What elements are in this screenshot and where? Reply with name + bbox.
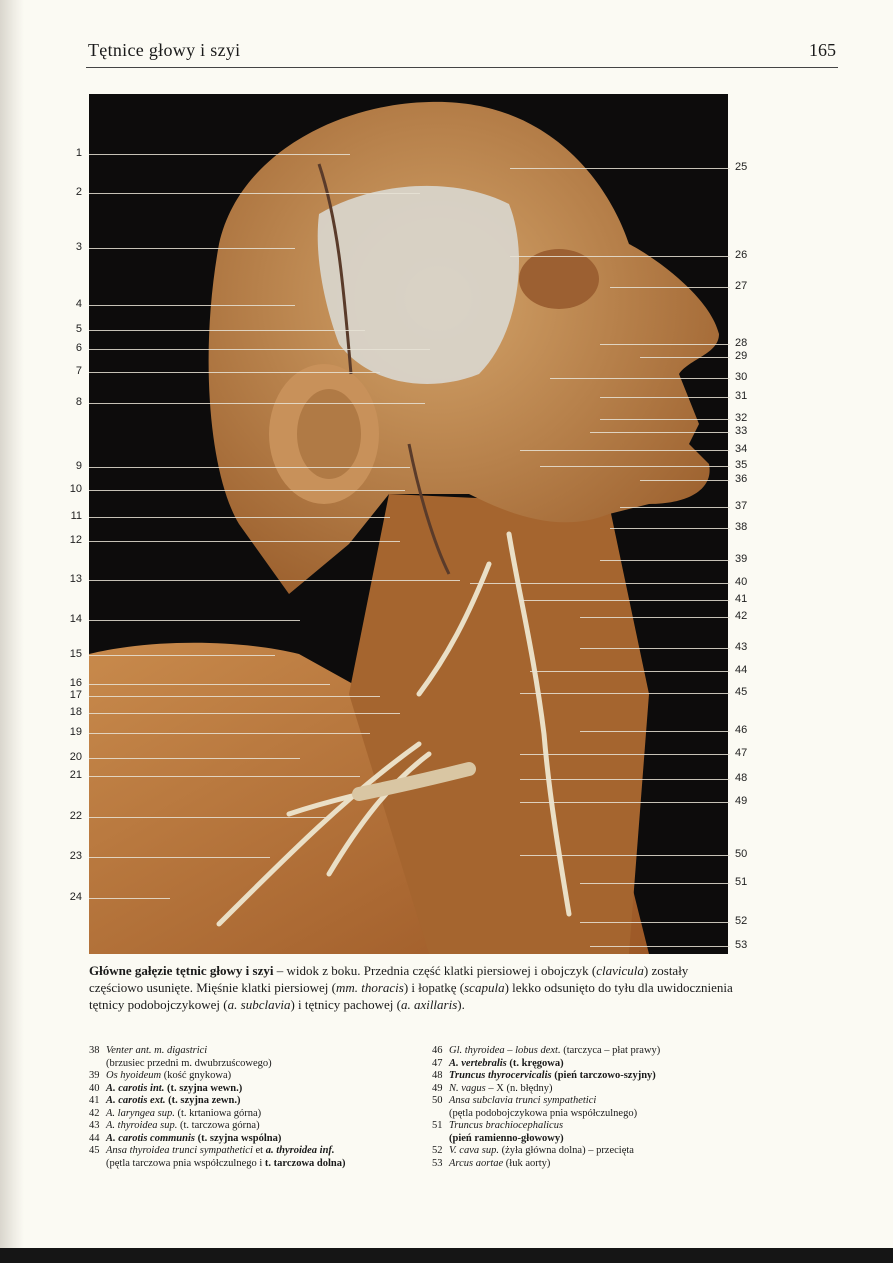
legend-number: 46: [432, 1045, 443, 1056]
figure-label-31: 31: [735, 390, 748, 402]
legend-entry-50: [432, 1095, 732, 1108]
leader-line-5: [89, 330, 365, 331]
legend-latin-name: Os hyoideum: [106, 1070, 162, 1081]
legend-polish-name: (t. tarczowa górna): [177, 1120, 260, 1131]
legend-entry-42: [89, 1108, 419, 1121]
caption-text: ) i tętnicy pachowej (: [290, 997, 401, 1012]
caption-text: – widok z boku. Przednia część klatki piersiowej i obojczyk (: [273, 963, 597, 978]
figure-label-49: 49: [735, 795, 748, 807]
leader-line-50: [520, 855, 730, 856]
legend-entry-38: [89, 1045, 419, 1058]
legend-number: 48: [432, 1070, 443, 1081]
legend-entry-50-continued: (pętla podobojczykowa pnia współczulnego): [449, 1107, 638, 1119]
leader-line-7: [89, 372, 380, 373]
leader-line-31: [600, 397, 730, 398]
legend-polish-name: (kość gnykowa): [161, 1070, 232, 1081]
figure-label-18: 18: [69, 706, 82, 718]
figure-label-23: 23: [69, 850, 82, 862]
figure-label-27: 27: [735, 280, 748, 292]
legend-latin-name: A. thyroidea sup.: [106, 1120, 178, 1131]
leader-line-25: [510, 168, 730, 169]
leader-line-11: [89, 517, 390, 518]
figure-label-2: 2: [75, 186, 82, 198]
leader-line-40: [470, 583, 730, 584]
legend-polish-name: (żyła główna dolna) – przecięta: [498, 1145, 634, 1156]
figure-label-16: 16: [69, 677, 82, 689]
leader-line-41: [520, 600, 730, 601]
leader-line-30: [550, 378, 730, 379]
page-number: 165: [809, 40, 836, 60]
caption-text: ) zostały częściowo usunięte. Mięśnie klatki piersiowej (: [89, 963, 689, 995]
figure-label-35: 35: [735, 459, 748, 471]
figure-label-51: 51: [735, 876, 748, 888]
legend-column-left: [89, 1045, 419, 1170]
leader-line-32: [600, 419, 730, 420]
leader-line-47: [520, 754, 730, 755]
legend-entry-52: [432, 1145, 732, 1158]
legend-number: 51: [432, 1120, 443, 1131]
leader-line-4: [89, 305, 295, 306]
figure-label-1: 1: [75, 147, 82, 159]
figure-label-10: 10: [69, 483, 82, 495]
figure-label-32: 32: [735, 412, 748, 424]
caption-term: mm. thoracis: [335, 980, 404, 995]
figure-label-33: 33: [735, 425, 748, 437]
legend-latin-name: Arcus aortae: [449, 1157, 504, 1169]
leader-line-37: [620, 507, 730, 508]
caption-text: ) i łopatkę (: [403, 980, 465, 995]
figure-label-17: 17: [69, 689, 82, 701]
figure-label-9: 9: [75, 460, 82, 472]
figure-label-50: 50: [735, 848, 748, 860]
legend-polish-name: (t. kręgowa): [506, 1057, 564, 1069]
figure-label-19: 19: [69, 726, 82, 738]
legend-number: 38: [89, 1045, 100, 1056]
leader-line-19: [89, 733, 370, 734]
legend-number: 44: [89, 1132, 100, 1144]
leader-line-53: [590, 946, 730, 947]
figure-label-48: 48: [735, 772, 748, 784]
caption-term: a. subclavia: [227, 997, 291, 1012]
leader-line-15: [89, 655, 275, 656]
figure-label-13: 13: [69, 573, 82, 585]
anatomy-photograph: [89, 94, 728, 954]
figure-caption: [89, 962, 734, 1013]
legend-entry-46: [432, 1045, 732, 1058]
figure-label-8: 8: [75, 396, 82, 408]
figure-label-26: 26: [735, 249, 748, 261]
page-header-title: Tętnice głowy i szyi: [88, 40, 241, 60]
legend-latin-name: A. carotis int.: [106, 1082, 165, 1094]
figure-label-25: 25: [735, 161, 748, 173]
leader-line-49: [520, 802, 730, 803]
legend-entry-39: [89, 1070, 419, 1083]
figure-label-34: 34: [735, 443, 748, 455]
legend-polish-name: (tarczyca – płat prawy): [560, 1045, 661, 1056]
leader-line-43: [580, 648, 730, 649]
legend-column-right: [432, 1045, 732, 1170]
legend-entry-38-continued: (brzusiec przedni m. dwubrzuścowego): [106, 1057, 272, 1069]
legend-number: 52: [432, 1145, 443, 1156]
figure-label-47: 47: [735, 747, 748, 759]
figure-label-37: 37: [735, 500, 748, 512]
figure-label-44: 44: [735, 664, 748, 676]
figure-label-42: 42: [735, 610, 748, 622]
figure-label-5: 5: [75, 323, 82, 335]
scan-bottom-edge: [0, 1248, 893, 1263]
legend-latin-name: Ansa thyroidea trunci sympathetici: [106, 1145, 253, 1156]
leader-line-3: [89, 248, 295, 249]
figure-label-20: 20: [69, 751, 82, 763]
figure-label-41: 41: [735, 593, 748, 605]
leader-line-14: [89, 620, 300, 621]
legend-polish-name: (pień tarczowo-szyjny): [551, 1070, 656, 1081]
leader-line-42: [580, 617, 730, 618]
figure-label-36: 36: [735, 473, 748, 485]
leader-line-6: [89, 349, 430, 350]
legend-latin-name: N. vagus: [449, 1082, 486, 1094]
leader-line-35: [540, 466, 730, 467]
leader-line-18: [89, 713, 400, 714]
leader-line-12: [89, 541, 400, 542]
leader-line-46: [580, 731, 730, 732]
legend-polish-name: et: [252, 1145, 266, 1156]
figure-label-14: 14: [69, 613, 82, 625]
figure-label-11: 11: [70, 510, 82, 522]
leader-line-44: [530, 671, 730, 672]
leader-line-10: [89, 490, 405, 491]
figure-label-43: 43: [735, 641, 748, 653]
figure-label-29: 29: [735, 350, 748, 362]
leader-line-38: [610, 528, 730, 529]
figure-label-46: 46: [735, 724, 748, 736]
figure-label-4: 4: [75, 298, 82, 310]
legend-number: 41: [89, 1095, 100, 1106]
legend-number: 39: [89, 1070, 100, 1081]
figure-label-21: 21: [69, 769, 82, 781]
legend-number: 53: [432, 1157, 443, 1169]
caption-term: a. axillaris: [400, 997, 458, 1012]
legend-latin-name: Truncus brachiocephalicus: [449, 1120, 564, 1131]
leader-line-20: [89, 758, 300, 759]
legend-entry-43: [89, 1120, 419, 1133]
legend-number: 50: [432, 1095, 443, 1106]
dissection-illustration: [89, 94, 728, 954]
figure-label-22: 22: [69, 810, 82, 822]
leader-line-1: [89, 154, 350, 155]
legend-entry-48: [432, 1070, 732, 1083]
figure-label-24: 24: [69, 891, 82, 903]
figure-label-12: 12: [69, 534, 82, 546]
legend-latin-name: A. carotis ext.: [106, 1095, 166, 1106]
legend-latin-name: Truncus thyrocervicalis: [449, 1070, 552, 1081]
leader-line-29: [640, 357, 730, 358]
leader-line-9: [89, 467, 410, 468]
figure-label-53: 53: [735, 939, 748, 951]
figure-label-39: 39: [735, 553, 748, 565]
legend-entry-49: [432, 1083, 732, 1096]
leader-line-45: [520, 693, 730, 694]
header-rule: [86, 67, 838, 68]
legend-latin-name: V. cava sup.: [449, 1145, 499, 1156]
caption-text: ).: [457, 997, 465, 1012]
legend-latin-name: a. thyroidea inf.: [265, 1145, 335, 1156]
legend-entry-44: [89, 1133, 419, 1146]
legend-number: 49: [432, 1082, 443, 1094]
caption-term: scapula: [464, 980, 505, 995]
figure-label-6: 6: [75, 342, 82, 354]
legend-number: 42: [89, 1107, 100, 1119]
leader-line-23: [89, 857, 270, 858]
leader-line-28: [600, 344, 730, 345]
legend-polish-name: (t. szyjna zewn.): [165, 1095, 241, 1106]
legend-entry-47: [432, 1058, 732, 1071]
legend-entry-40: [89, 1083, 419, 1096]
leader-line-2: [89, 193, 420, 194]
legend-latin-name: A. laryngea sup.: [106, 1107, 175, 1119]
legend-entry-53: [432, 1158, 732, 1171]
legend-polish-name: (t. szyjna wspólna): [194, 1132, 282, 1144]
leader-line-52: [580, 922, 730, 923]
legend-number: 45: [89, 1145, 100, 1156]
figure-label-28: 28: [735, 337, 748, 349]
legend-polish-name: (łuk aorty): [503, 1157, 551, 1169]
leader-line-13: [89, 580, 460, 581]
leader-line-51: [580, 883, 730, 884]
legend-entry-45-continued: (pętla tarczowa pnia współczulnego i t. tarczowa dolna): [106, 1157, 346, 1169]
legend-latin-name: A. carotis communis: [106, 1132, 195, 1144]
figure-label-7: 7: [75, 365, 82, 377]
legend-latin-name: A. vertebralis: [449, 1057, 507, 1069]
legend-latin-name: Ansa subclavia trunci sympathetici: [449, 1095, 597, 1106]
leader-line-24: [89, 898, 170, 899]
figure-label-52: 52: [735, 915, 748, 927]
legend-entry-41: [89, 1095, 419, 1108]
figure-label-45: 45: [735, 686, 748, 698]
leader-line-36: [640, 480, 730, 481]
legend-number: 47: [432, 1057, 443, 1069]
leader-line-34: [520, 450, 730, 451]
legend-entry-51: [432, 1120, 732, 1133]
figure-label-30: 30: [735, 371, 748, 383]
figure-label-3: 3: [75, 241, 82, 253]
leader-line-22: [89, 817, 330, 818]
caption-title: Główne gałęzie tętnic głowy i szyi: [89, 963, 274, 978]
page-gutter-shadow: [0, 0, 24, 1263]
leader-line-27: [610, 287, 730, 288]
legend-polish-name: (t. szyjna wewn.): [164, 1082, 243, 1094]
legend-number: 43: [89, 1120, 100, 1131]
figure-label-15: 15: [69, 648, 82, 660]
legend-polish-name: (t. krtaniowa górna): [174, 1107, 262, 1119]
leader-line-17: [89, 696, 380, 697]
legend-polish-name: – X (n. błędny): [485, 1082, 553, 1094]
caption-term: clavicula: [596, 963, 644, 978]
legend-latin-name: Venter ant. m. digastrici: [106, 1045, 208, 1056]
legend-entry-51-continued: (pień ramienno-głowowy): [449, 1132, 564, 1144]
legend-entry-45: [89, 1145, 419, 1158]
leader-line-16: [89, 684, 330, 685]
leader-line-48: [520, 779, 730, 780]
figure-label-40: 40: [735, 576, 748, 588]
leader-line-21: [89, 776, 360, 777]
leader-line-39: [600, 560, 730, 561]
legend-number: 40: [89, 1082, 100, 1094]
leader-line-33: [590, 432, 730, 433]
caption-text: ) lekko odsunięto do tyłu dla uwidocznienia tętnicy podobojczykowej (: [89, 980, 733, 1012]
leader-line-26: [510, 256, 730, 257]
leader-line-8: [89, 403, 425, 404]
figure-label-38: 38: [735, 521, 748, 533]
legend-latin-name: Gl. thyroidea – lobus dext.: [449, 1045, 561, 1056]
